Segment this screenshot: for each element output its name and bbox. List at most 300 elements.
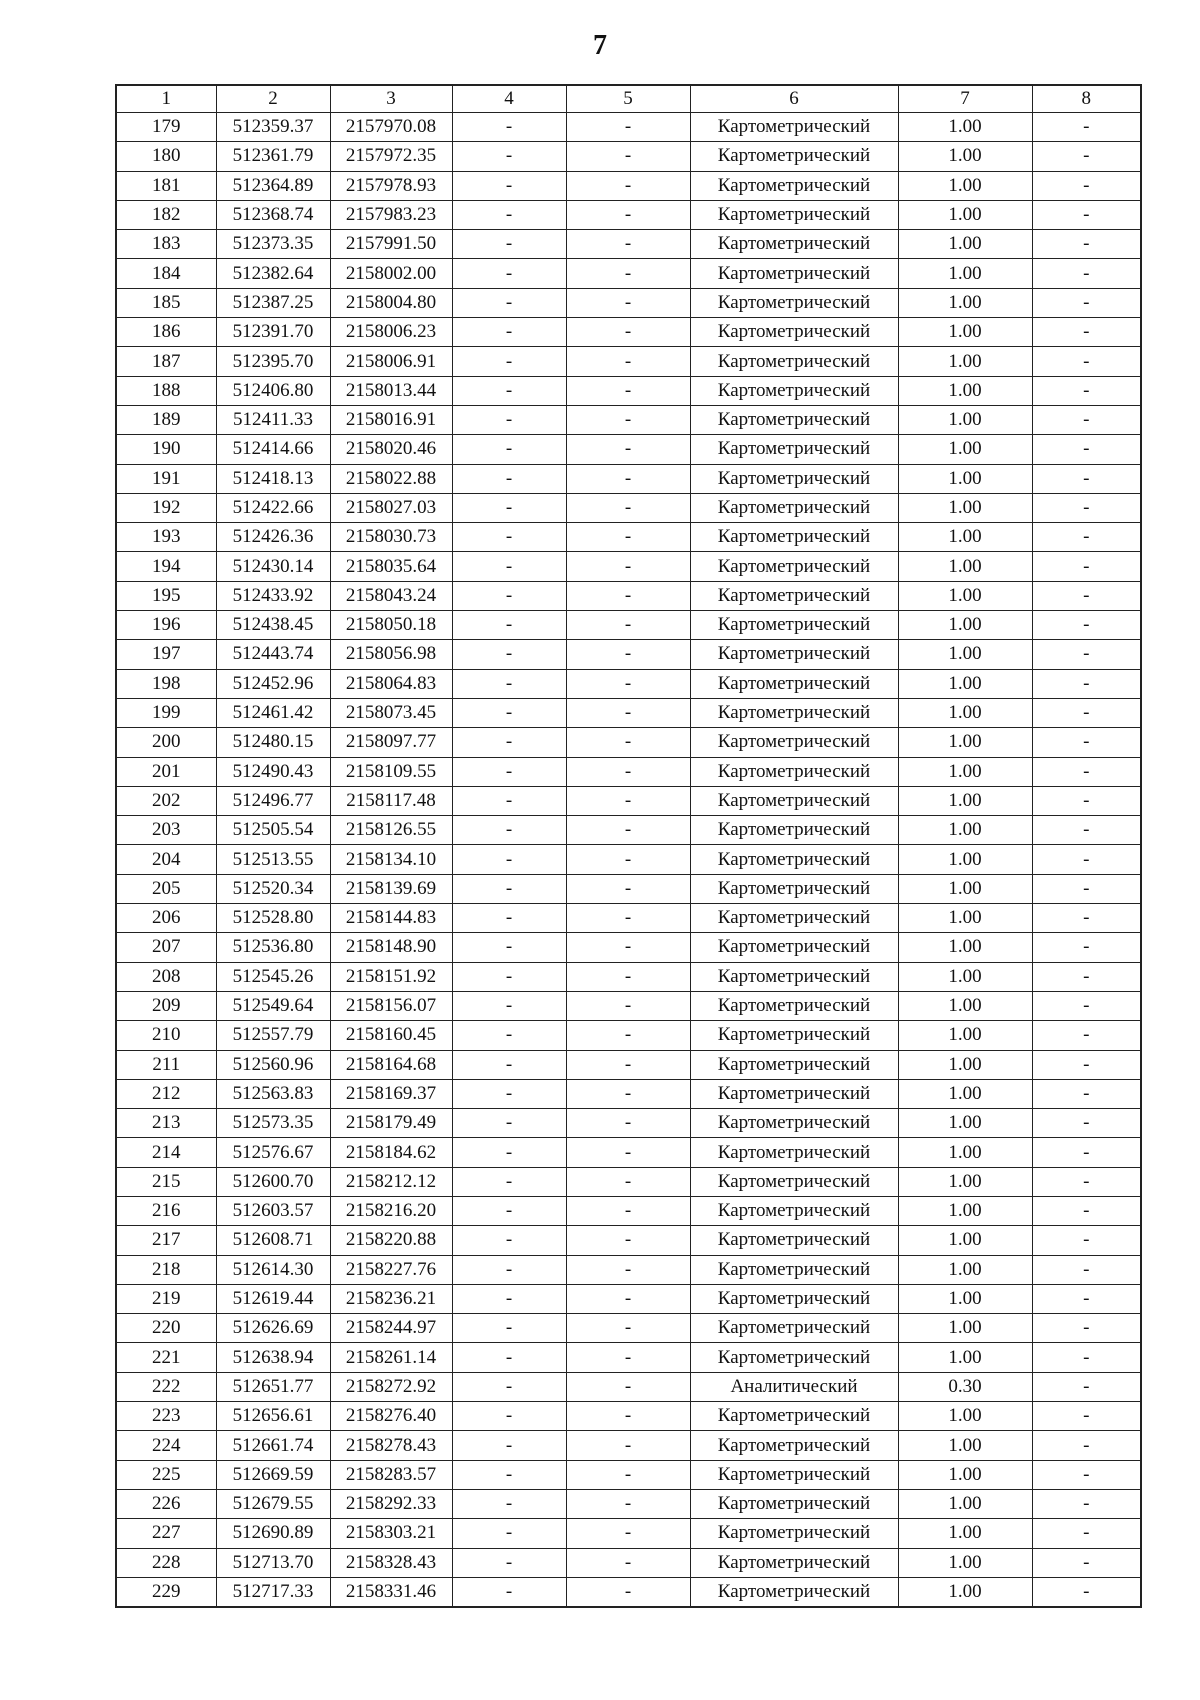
- table-row: [116, 1109, 1141, 1138]
- cell-accuracy: 1.00: [898, 200, 1032, 229]
- cell-x-coordinate: 512690.89: [216, 1519, 330, 1548]
- cell-y-coordinate: 2158184.62: [330, 1138, 452, 1167]
- cell-col-4: -: [452, 1577, 566, 1607]
- cell-col-8: -: [1032, 259, 1141, 288]
- cell-col-8: -: [1032, 1284, 1141, 1313]
- table-row: [116, 991, 1141, 1020]
- table-row: [116, 200, 1141, 229]
- cell-point-number: 188: [116, 376, 216, 405]
- cell-accuracy: 1.00: [898, 464, 1032, 493]
- cell-col-4: -: [452, 113, 566, 142]
- cell-y-coordinate: 2158030.73: [330, 523, 452, 552]
- cell-point-number: 207: [116, 933, 216, 962]
- cell-method: Картометрический: [690, 962, 898, 991]
- cell-point-number: 213: [116, 1109, 216, 1138]
- cell-col-8: -: [1032, 171, 1141, 200]
- cell-col-5: -: [566, 318, 690, 347]
- coordinates-table: [115, 84, 1142, 1608]
- cell-col-8: -: [1032, 1167, 1141, 1196]
- table-row: [116, 1402, 1141, 1431]
- cell-x-coordinate: 512669.59: [216, 1460, 330, 1489]
- cell-method: Картометрический: [690, 288, 898, 317]
- cell-y-coordinate: 2158212.12: [330, 1167, 452, 1196]
- cell-col-5: -: [566, 1431, 690, 1460]
- cell-col-5: -: [566, 874, 690, 903]
- cell-y-coordinate: 2158022.88: [330, 464, 452, 493]
- cell-col-4: -: [452, 1167, 566, 1196]
- cell-x-coordinate: 512480.15: [216, 728, 330, 757]
- cell-col-8: -: [1032, 1431, 1141, 1460]
- cell-x-coordinate: 512603.57: [216, 1196, 330, 1225]
- cell-y-coordinate: 2158151.92: [330, 962, 452, 991]
- cell-col-8: -: [1032, 1343, 1141, 1372]
- cell-y-coordinate: 2158013.44: [330, 376, 452, 405]
- cell-col-8: -: [1032, 581, 1141, 610]
- cell-point-number: 194: [116, 552, 216, 581]
- cell-col-4: -: [452, 1314, 566, 1343]
- cell-x-coordinate: 512528.80: [216, 904, 330, 933]
- table-row: [116, 230, 1141, 259]
- cell-y-coordinate: 2158073.45: [330, 698, 452, 727]
- cell-col-4: -: [452, 1548, 566, 1577]
- cell-col-8: -: [1032, 669, 1141, 698]
- cell-y-coordinate: 2158179.49: [330, 1109, 452, 1138]
- cell-accuracy: 1.00: [898, 991, 1032, 1020]
- cell-x-coordinate: 512513.55: [216, 845, 330, 874]
- table-row: [116, 1079, 1141, 1108]
- cell-method: Картометрический: [690, 1284, 898, 1313]
- cell-col-5: -: [566, 1519, 690, 1548]
- cell-method: Картометрический: [690, 318, 898, 347]
- cell-col-8: -: [1032, 1079, 1141, 1108]
- cell-x-coordinate: 512364.89: [216, 171, 330, 200]
- cell-method: Картометрический: [690, 1167, 898, 1196]
- cell-point-number: 225: [116, 1460, 216, 1489]
- cell-col-5: -: [566, 376, 690, 405]
- cell-col-8: -: [1032, 1196, 1141, 1225]
- cell-col-8: -: [1032, 962, 1141, 991]
- cell-col-8: -: [1032, 435, 1141, 464]
- cell-y-coordinate: 2157978.93: [330, 171, 452, 200]
- cell-method: Картометрический: [690, 552, 898, 581]
- column-header-4: 4: [452, 85, 566, 113]
- table-row: [116, 786, 1141, 815]
- cell-y-coordinate: 2158056.98: [330, 640, 452, 669]
- cell-col-5: -: [566, 1138, 690, 1167]
- cell-x-coordinate: 512373.35: [216, 230, 330, 259]
- cell-method: Картометрический: [690, 1050, 898, 1079]
- table-row: [116, 1519, 1141, 1548]
- cell-col-4: -: [452, 786, 566, 815]
- cell-accuracy: 1.00: [898, 698, 1032, 727]
- cell-accuracy: 1.00: [898, 552, 1032, 581]
- cell-accuracy: 1.00: [898, 845, 1032, 874]
- cell-x-coordinate: 512549.64: [216, 991, 330, 1020]
- cell-accuracy: 1.00: [898, 874, 1032, 903]
- cell-point-number: 224: [116, 1431, 216, 1460]
- cell-col-8: -: [1032, 464, 1141, 493]
- cell-col-8: -: [1032, 1109, 1141, 1138]
- cell-col-8: -: [1032, 142, 1141, 171]
- cell-point-number: 201: [116, 757, 216, 786]
- cell-method: Картометрический: [690, 435, 898, 464]
- cell-col-5: -: [566, 1372, 690, 1401]
- column-header-1: 1: [116, 85, 216, 113]
- cell-x-coordinate: 512600.70: [216, 1167, 330, 1196]
- cell-method: Картометрический: [690, 493, 898, 522]
- table-row: [116, 1050, 1141, 1079]
- table-row: [116, 845, 1141, 874]
- table-row: [116, 874, 1141, 903]
- cell-y-coordinate: 2158272.92: [330, 1372, 452, 1401]
- cell-y-coordinate: 2158220.88: [330, 1226, 452, 1255]
- cell-y-coordinate: 2158006.91: [330, 347, 452, 376]
- table-row: [116, 1489, 1141, 1518]
- cell-accuracy: 1.00: [898, 1255, 1032, 1284]
- cell-point-number: 215: [116, 1167, 216, 1196]
- cell-method: Картометрический: [690, 1109, 898, 1138]
- cell-col-5: -: [566, 1284, 690, 1313]
- cell-method: Картометрический: [690, 259, 898, 288]
- cell-method: Картометрический: [690, 581, 898, 610]
- cell-method: Картометрический: [690, 1402, 898, 1431]
- cell-method: Картометрический: [690, 1226, 898, 1255]
- cell-col-4: -: [452, 259, 566, 288]
- cell-y-coordinate: 2158169.37: [330, 1079, 452, 1108]
- cell-col-8: -: [1032, 933, 1141, 962]
- cell-x-coordinate: 512368.74: [216, 200, 330, 229]
- cell-x-coordinate: 512619.44: [216, 1284, 330, 1313]
- cell-point-number: 214: [116, 1138, 216, 1167]
- table-row: [116, 405, 1141, 434]
- cell-col-5: -: [566, 640, 690, 669]
- cell-col-5: -: [566, 962, 690, 991]
- column-header-2: 2: [216, 85, 330, 113]
- cell-x-coordinate: 512536.80: [216, 933, 330, 962]
- cell-point-number: 222: [116, 1372, 216, 1401]
- cell-y-coordinate: 2157983.23: [330, 200, 452, 229]
- table-row: [116, 611, 1141, 640]
- cell-col-8: -: [1032, 1577, 1141, 1607]
- cell-col-4: -: [452, 904, 566, 933]
- table-row: [116, 581, 1141, 610]
- cell-col-4: -: [452, 230, 566, 259]
- table-row: [116, 1431, 1141, 1460]
- cell-x-coordinate: 512452.96: [216, 669, 330, 698]
- cell-col-8: -: [1032, 405, 1141, 434]
- cell-y-coordinate: 2158160.45: [330, 1021, 452, 1050]
- cell-method: Картометрический: [690, 230, 898, 259]
- cell-x-coordinate: 512461.42: [216, 698, 330, 727]
- cell-col-4: -: [452, 318, 566, 347]
- cell-y-coordinate: 2158216.20: [330, 1196, 452, 1225]
- cell-y-coordinate: 2158109.55: [330, 757, 452, 786]
- cell-accuracy: 1.00: [898, 728, 1032, 757]
- cell-method: Картометрический: [690, 1489, 898, 1518]
- cell-col-5: -: [566, 581, 690, 610]
- cell-x-coordinate: 512679.55: [216, 1489, 330, 1518]
- cell-method: Картометрический: [690, 171, 898, 200]
- cell-accuracy: 1.00: [898, 1079, 1032, 1108]
- cell-point-number: 200: [116, 728, 216, 757]
- cell-accuracy: 1.00: [898, 611, 1032, 640]
- cell-col-4: -: [452, 1431, 566, 1460]
- cell-col-4: -: [452, 1079, 566, 1108]
- cell-col-8: -: [1032, 1460, 1141, 1489]
- cell-y-coordinate: 2158276.40: [330, 1402, 452, 1431]
- cell-point-number: 183: [116, 230, 216, 259]
- cell-col-8: -: [1032, 1138, 1141, 1167]
- cell-x-coordinate: 512387.25: [216, 288, 330, 317]
- cell-accuracy: 1.00: [898, 405, 1032, 434]
- column-header-5: 5: [566, 85, 690, 113]
- cell-method: Картометрический: [690, 1548, 898, 1577]
- table-row: [116, 1138, 1141, 1167]
- cell-accuracy: 1.00: [898, 1577, 1032, 1607]
- cell-col-4: -: [452, 1109, 566, 1138]
- cell-col-5: -: [566, 405, 690, 434]
- cell-point-number: 184: [116, 259, 216, 288]
- cell-method: Картометрический: [690, 1314, 898, 1343]
- cell-y-coordinate: 2158035.64: [330, 552, 452, 581]
- cell-accuracy: 1.00: [898, 493, 1032, 522]
- cell-y-coordinate: 2158261.14: [330, 1343, 452, 1372]
- cell-col-4: -: [452, 640, 566, 669]
- cell-method: Картометрический: [690, 464, 898, 493]
- cell-accuracy: 1.00: [898, 1021, 1032, 1050]
- cell-col-8: -: [1032, 698, 1141, 727]
- cell-point-number: 217: [116, 1226, 216, 1255]
- cell-point-number: 228: [116, 1548, 216, 1577]
- cell-method: Картометрический: [690, 757, 898, 786]
- cell-y-coordinate: 2158004.80: [330, 288, 452, 317]
- cell-accuracy: 1.00: [898, 435, 1032, 464]
- cell-col-4: -: [452, 142, 566, 171]
- cell-col-5: -: [566, 728, 690, 757]
- table-row: [116, 493, 1141, 522]
- cell-x-coordinate: 512557.79: [216, 1021, 330, 1050]
- cell-col-5: -: [566, 991, 690, 1020]
- cell-x-coordinate: 512433.92: [216, 581, 330, 610]
- cell-col-4: -: [452, 1138, 566, 1167]
- cell-accuracy: 1.00: [898, 288, 1032, 317]
- cell-col-5: -: [566, 669, 690, 698]
- cell-col-5: -: [566, 1314, 690, 1343]
- column-header-3: 3: [330, 85, 452, 113]
- cell-col-4: -: [452, 347, 566, 376]
- cell-method: Картометрический: [690, 142, 898, 171]
- cell-accuracy: 1.00: [898, 1050, 1032, 1079]
- cell-y-coordinate: 2158027.03: [330, 493, 452, 522]
- cell-accuracy: 1.00: [898, 1343, 1032, 1372]
- cell-method: Картометрический: [690, 523, 898, 552]
- cell-x-coordinate: 512717.33: [216, 1577, 330, 1607]
- cell-x-coordinate: 512395.70: [216, 347, 330, 376]
- table-row: [116, 757, 1141, 786]
- table-row: [116, 816, 1141, 845]
- cell-x-coordinate: 512560.96: [216, 1050, 330, 1079]
- cell-col-4: -: [452, 1402, 566, 1431]
- cell-point-number: 203: [116, 816, 216, 845]
- table-row: [116, 640, 1141, 669]
- cell-col-8: -: [1032, 523, 1141, 552]
- cell-col-5: -: [566, 698, 690, 727]
- cell-method: Картометрический: [690, 1460, 898, 1489]
- cell-y-coordinate: 2158117.48: [330, 786, 452, 815]
- cell-method: Картометрический: [690, 1343, 898, 1372]
- cell-col-5: -: [566, 1460, 690, 1489]
- cell-col-4: -: [452, 669, 566, 698]
- cell-x-coordinate: 512361.79: [216, 142, 330, 171]
- cell-col-5: -: [566, 288, 690, 317]
- cell-point-number: 196: [116, 611, 216, 640]
- cell-point-number: 210: [116, 1021, 216, 1050]
- cell-col-4: -: [452, 1372, 566, 1401]
- cell-col-4: -: [452, 1284, 566, 1313]
- table-row: [116, 288, 1141, 317]
- cell-y-coordinate: 2158283.57: [330, 1460, 452, 1489]
- column-header-8: 8: [1032, 85, 1141, 113]
- cell-point-number: 211: [116, 1050, 216, 1079]
- cell-col-8: -: [1032, 1402, 1141, 1431]
- cell-point-number: 195: [116, 581, 216, 610]
- cell-accuracy: 1.00: [898, 640, 1032, 669]
- cell-col-4: -: [452, 171, 566, 200]
- cell-col-4: -: [452, 757, 566, 786]
- column-header-7: 7: [898, 85, 1032, 113]
- cell-accuracy: 1.00: [898, 1548, 1032, 1577]
- table-row: [116, 318, 1141, 347]
- cell-col-8: -: [1032, 200, 1141, 229]
- table-row: [116, 435, 1141, 464]
- cell-col-4: -: [452, 698, 566, 727]
- cell-col-5: -: [566, 611, 690, 640]
- cell-col-5: -: [566, 1050, 690, 1079]
- cell-y-coordinate: 2157991.50: [330, 230, 452, 259]
- cell-col-8: -: [1032, 1548, 1141, 1577]
- cell-y-coordinate: 2158292.33: [330, 1489, 452, 1518]
- cell-col-8: -: [1032, 1021, 1141, 1050]
- cell-point-number: 191: [116, 464, 216, 493]
- cell-y-coordinate: 2158331.46: [330, 1577, 452, 1607]
- cell-method: Картометрический: [690, 1577, 898, 1607]
- cell-y-coordinate: 2158244.97: [330, 1314, 452, 1343]
- cell-col-4: -: [452, 1489, 566, 1518]
- cell-method: Картометрический: [690, 640, 898, 669]
- cell-x-coordinate: 512490.43: [216, 757, 330, 786]
- cell-col-8: -: [1032, 347, 1141, 376]
- cell-method: Картометрический: [690, 405, 898, 434]
- cell-accuracy: 1.00: [898, 230, 1032, 259]
- cell-accuracy: 1.00: [898, 1138, 1032, 1167]
- cell-method: Картометрический: [690, 113, 898, 142]
- cell-accuracy: 1.00: [898, 1489, 1032, 1518]
- cell-col-4: -: [452, 523, 566, 552]
- cell-accuracy: 1.00: [898, 259, 1032, 288]
- cell-col-4: -: [452, 728, 566, 757]
- cell-col-4: -: [452, 1050, 566, 1079]
- cell-col-8: -: [1032, 1519, 1141, 1548]
- table-row: [116, 1255, 1141, 1284]
- cell-col-8: -: [1032, 552, 1141, 581]
- cell-y-coordinate: 2158006.23: [330, 318, 452, 347]
- cell-col-5: -: [566, 1402, 690, 1431]
- cell-y-coordinate: 2158016.91: [330, 405, 452, 434]
- cell-col-5: -: [566, 1489, 690, 1518]
- header-row: [116, 85, 1141, 113]
- cell-col-4: -: [452, 493, 566, 522]
- cell-accuracy: 1.00: [898, 933, 1032, 962]
- cell-accuracy: 1.00: [898, 1402, 1032, 1431]
- cell-col-5: -: [566, 1167, 690, 1196]
- cell-method: Картометрический: [690, 1138, 898, 1167]
- cell-col-4: -: [452, 1255, 566, 1284]
- cell-col-5: -: [566, 200, 690, 229]
- cell-method: Картометрический: [690, 933, 898, 962]
- cell-col-4: -: [452, 1519, 566, 1548]
- cell-x-coordinate: 512661.74: [216, 1431, 330, 1460]
- cell-x-coordinate: 512651.77: [216, 1372, 330, 1401]
- cell-x-coordinate: 512520.34: [216, 874, 330, 903]
- cell-col-8: -: [1032, 288, 1141, 317]
- cell-x-coordinate: 512505.54: [216, 816, 330, 845]
- cell-y-coordinate: 2158097.77: [330, 728, 452, 757]
- cell-col-4: -: [452, 1021, 566, 1050]
- cell-col-8: -: [1032, 113, 1141, 142]
- cell-col-8: -: [1032, 757, 1141, 786]
- cell-point-number: 216: [116, 1196, 216, 1225]
- cell-col-4: -: [452, 581, 566, 610]
- cell-method: Картометрический: [690, 200, 898, 229]
- cell-col-8: -: [1032, 1372, 1141, 1401]
- cell-col-4: -: [452, 933, 566, 962]
- cell-point-number: 206: [116, 904, 216, 933]
- cell-x-coordinate: 512563.83: [216, 1079, 330, 1108]
- table-row: [116, 552, 1141, 581]
- cell-method: Картометрический: [690, 347, 898, 376]
- cell-x-coordinate: 512576.67: [216, 1138, 330, 1167]
- cell-point-number: 193: [116, 523, 216, 552]
- cell-method: Картометрический: [690, 991, 898, 1020]
- cell-point-number: 226: [116, 1489, 216, 1518]
- cell-point-number: 209: [116, 991, 216, 1020]
- cell-x-coordinate: 512382.64: [216, 259, 330, 288]
- table-row: [116, 113, 1141, 142]
- table-row: [116, 962, 1141, 991]
- cell-method: Картометрический: [690, 1079, 898, 1108]
- cell-point-number: 192: [116, 493, 216, 522]
- cell-method: Картометрический: [690, 1431, 898, 1460]
- table-row: [116, 698, 1141, 727]
- table-row: [116, 259, 1141, 288]
- cell-method: Картометрический: [690, 728, 898, 757]
- cell-accuracy: 1.00: [898, 171, 1032, 200]
- cell-col-5: -: [566, 142, 690, 171]
- cell-col-8: -: [1032, 611, 1141, 640]
- cell-x-coordinate: 512713.70: [216, 1548, 330, 1577]
- cell-col-5: -: [566, 435, 690, 464]
- table-row: [116, 376, 1141, 405]
- cell-x-coordinate: 512418.13: [216, 464, 330, 493]
- table-row: [116, 1548, 1141, 1577]
- table-row: [116, 933, 1141, 962]
- cell-accuracy: 1.00: [898, 1284, 1032, 1313]
- cell-col-5: -: [566, 757, 690, 786]
- cell-method: Картометрический: [690, 786, 898, 815]
- cell-point-number: 229: [116, 1577, 216, 1607]
- cell-y-coordinate: 2158148.90: [330, 933, 452, 962]
- cell-accuracy: 1.00: [898, 142, 1032, 171]
